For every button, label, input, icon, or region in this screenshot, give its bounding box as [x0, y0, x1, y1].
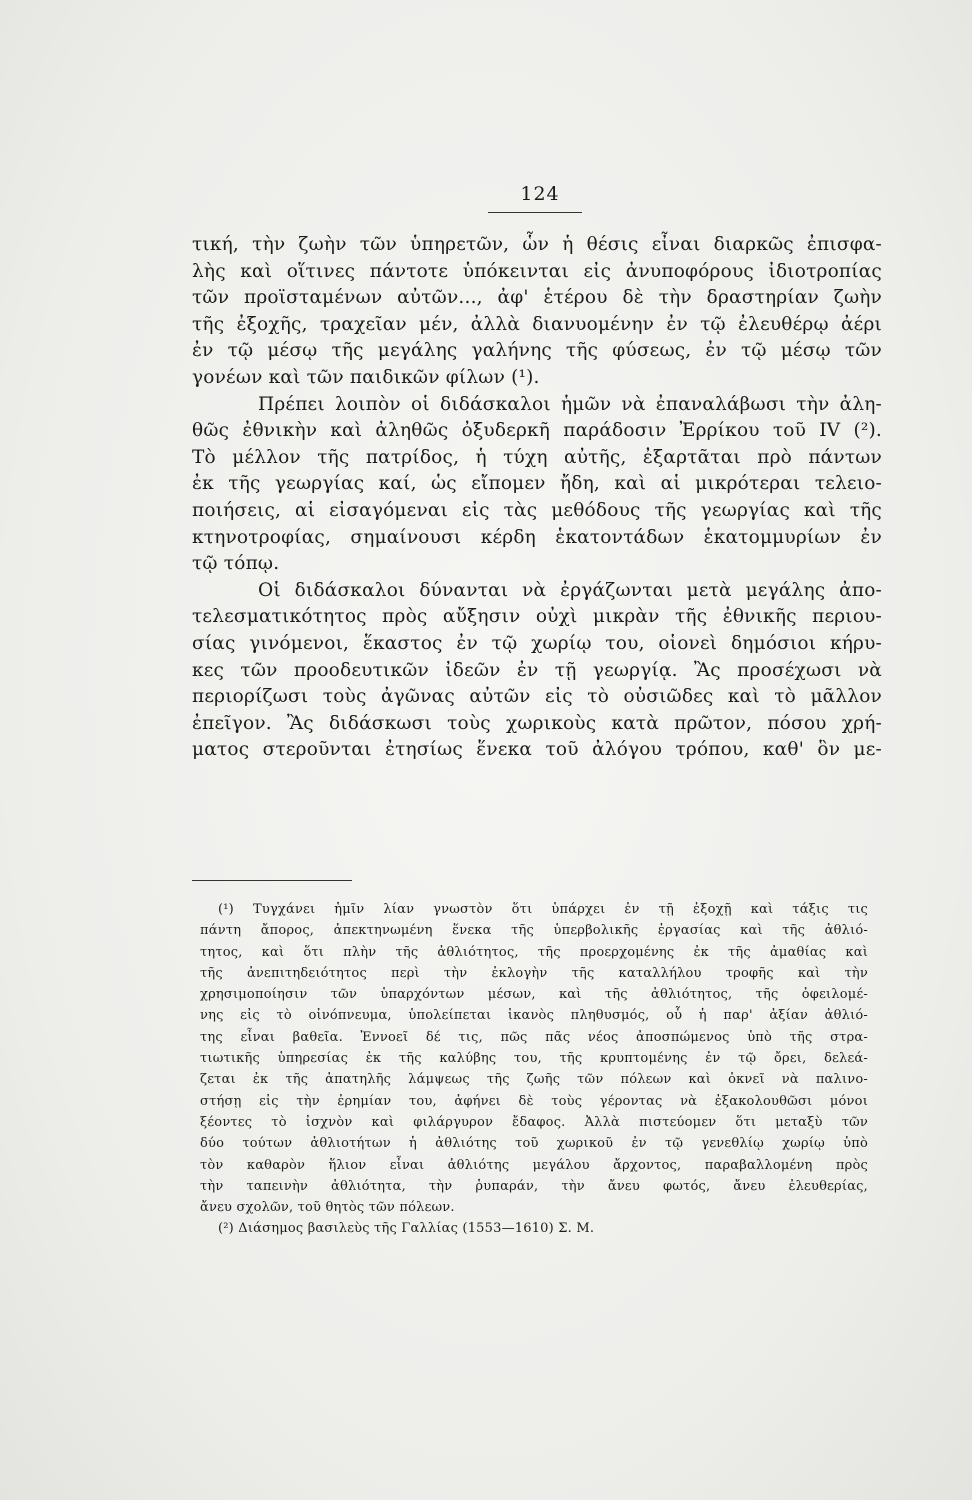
footnote-line: νης εἰς τὸ οἰνόπνευμα, ὑπολείπεται ἱκανὸς πληθυσμός, οὗ ἡ παρ' ἀξίαν ἀθλιό-: [200, 1008, 868, 1024]
body-line: κες τῶν προοδευτικῶν ἰδεῶν ἐν τῇ γεωργίᾳ. Ἂς προσέχωσι νὰ: [192, 659, 882, 681]
footnote-line: χρησιμοποίησιν τῶν ὑπαρχόντων μέσων, καὶ τῆς ἀθλιότητος, τῆς ὀφειλομέ-: [200, 987, 868, 1003]
footnote-line: ξέοντες τὸ ἰσχνὸν καὶ φιλάργυρον ἔδαφος. Ἀλλὰ πιστεύομεν ὅτι μεταξὺ τῶν: [200, 1114, 868, 1130]
body-line: γονέων καὶ τῶν παιδικῶν φίλων (¹).: [192, 366, 540, 388]
footnote-line: δύο τούτων ἀθλιοτήτων ἡ ἀθλιότης τοῦ χωρικοῦ ἐν τῷ γενεθλίῳ χωρίῳ ὑπὸ: [200, 1136, 868, 1152]
body-line: ἐκ τῆς γεωργίας καί, ὡς εἴπομεν ἤδη, καὶ αἱ μικρότεραι τελειο-: [192, 473, 882, 495]
footnote-line: (²) Διάσημος βασιλεὺς τῆς Γαλλίας (1553—1610) Σ. Μ.: [218, 1221, 595, 1237]
footnote-line: πάντη ἄπορος, ἀπεκτηνωμένη ἕνεκα τῆς ὑπερβολικῆς ἐργασίας καὶ τῆς ἀθλιό-: [200, 923, 868, 939]
footnote-line: τὸν καθαρὸν ἥλιον εἶναι ἀθλιότης μεγάλου ἄρχοντος, παραβαλλομένη πρὸς: [200, 1157, 868, 1173]
footnote-line: (¹) Τυγχάνει ἡμῖν λίαν γνωστὸν ὅτι ὑπάρχει ἐν τῇ ἐξοχῇ καὶ τάξις τις: [218, 902, 868, 917]
body-line: ἐπεῖγον. Ἂς διδάσκωσι τοὺς χωρικοὺς κατὰ πρῶτον, πόσου χρή-: [192, 712, 882, 734]
body-line: τῷ τόπῳ.: [192, 553, 280, 575]
body-line: τική, τὴν ζωὴν τῶν ὑπηρετῶν, ὧν ἡ θέσις εἶναι διαρκῶς ἐπισφα-: [192, 234, 882, 255]
body-line: τελεσματικότητος πρὸς αὔξησιν οὐχὶ μικρὰν τῆς ἐθνικῆς περιου-: [192, 606, 882, 628]
footnote-line: τῆς ἀνεπιτηδειότητος περὶ τὴν ἐκλογὴν τῆς καταλλήλου τροφῆς καὶ τὴν: [200, 965, 868, 981]
body-line: τῶν προϊσταμένων αὐτῶν..., ἀφ' ἑτέρου δὲ τὴν δραστηρίαν ζωὴν: [192, 287, 882, 309]
body-line: θῶς ἐθνικὴν καὶ ἀληθῶς ὀξυδερκῆ παράδοσιν Ἐρρίκου τοῦ IV (²).: [192, 420, 882, 442]
footnote-rule: [192, 880, 352, 881]
body-line: Τὸ μέλλον τῆς πατρίδος, ἡ τύχη αὐτῆς, ἐξαρτᾶται πρὸ πάντων: [192, 446, 882, 468]
page-number-rule: [488, 212, 582, 213]
body-line: Πρέπει λοιπὸν οἱ διδάσκαλοι ἡμῶν νὰ ἐπαναλάβωσι τὴν ἀλη-: [258, 393, 882, 415]
body-line: λὴς καὶ οἵτινες πάντοτε ὑπόκεινται εἰς ἀνυποφόρους ἰδιοτροπίας: [192, 260, 882, 282]
footnote-line: της εἶναι βαθεῖα. Ἐννοεῖ δέ τις, πῶς πᾶς νέος ἀποσπώμενος ὑπὸ τῆς στρα-: [200, 1029, 868, 1045]
body-line: ματος στεροῦνται ἐτησίως ἕνεκα τοῦ ἀλόγου τρόπου, καθ' ὃν με-: [192, 739, 882, 761]
footnote-line: τητος, καὶ ὅτι πλὴν τῆς ἀθλιότητος, τῆς προερχομένης ἐκ τῆς ἀμαθίας καὶ: [200, 944, 868, 960]
body-line: τῆς ἐξοχῆς, τραχεῖαν μέν, ἀλλὰ διανυομένην ἐν τῷ ἐλευθέρῳ ἀέρι: [192, 313, 882, 335]
footnotes: [200, 899, 868, 1240]
footnote-line: στήσῃ εἰς τὴν ἐρημίαν του, ἀφήνει δὲ τοὺς γέροντας νὰ ἐξακολουθῶσι μόνοι: [200, 1093, 868, 1109]
body-line: κτηνοτροφίας, σημαίνουσι κέρδη ἑκατοντάδων ἑκατομμυρίων ἐν: [192, 526, 882, 548]
body-line: Οἱ διδάσκαλοι δύνανται νὰ ἐργάζωνται μετὰ μεγάλης ἀπο-: [258, 579, 882, 601]
body-line: σίας γινόμενοι, ἕκαστος ἐν τῷ χωρίῳ του, οἱονεὶ δημόσιοι κήρυ-: [192, 632, 882, 654]
body-line: ποιήσεις, αἱ εἰσαγόμεναι εἰς τὰς μεθόδους τῆς γεωργίας καὶ τῆς: [192, 499, 882, 521]
body-line: ἐν τῷ μέσῳ τῆς μεγάλης γαλήνης τῆς φύσεως, ἐν τῷ μέσῳ τῶν: [192, 340, 882, 362]
footnote-line: τιωτικῆς ὑπηρεσίας ἐκ τῆς καλύβης του, τῆς κρυπτομένης ἐν τῷ ὄρει, δελεά-: [200, 1051, 868, 1067]
body-line: περιορίζωσι τοὺς ἀγῶνας αὐτῶν εἰς τὸ οὐσιῶδες καὶ τὸ μᾶλλον: [192, 686, 882, 708]
body-text: [192, 232, 882, 764]
page-number: 124: [520, 183, 560, 205]
footnote-line: ζεται ἐκ τῆς ἀπατηλῆς λάμψεως τῆς ζωῆς τῶν πόλεων καὶ ὀκνεῖ νὰ παλινο-: [200, 1072, 868, 1088]
footnote-line: τὴν ταπεινὴν ἀθλιότητα, τὴν ῥυπαράν, τὴν ἄνευ φωτός, ἄνευ ἐλευθερίας,: [200, 1178, 868, 1194]
footnote-line: ἄνευ σχολῶν, τοῦ θητὸς τῶν πόλεων.: [200, 1200, 455, 1216]
